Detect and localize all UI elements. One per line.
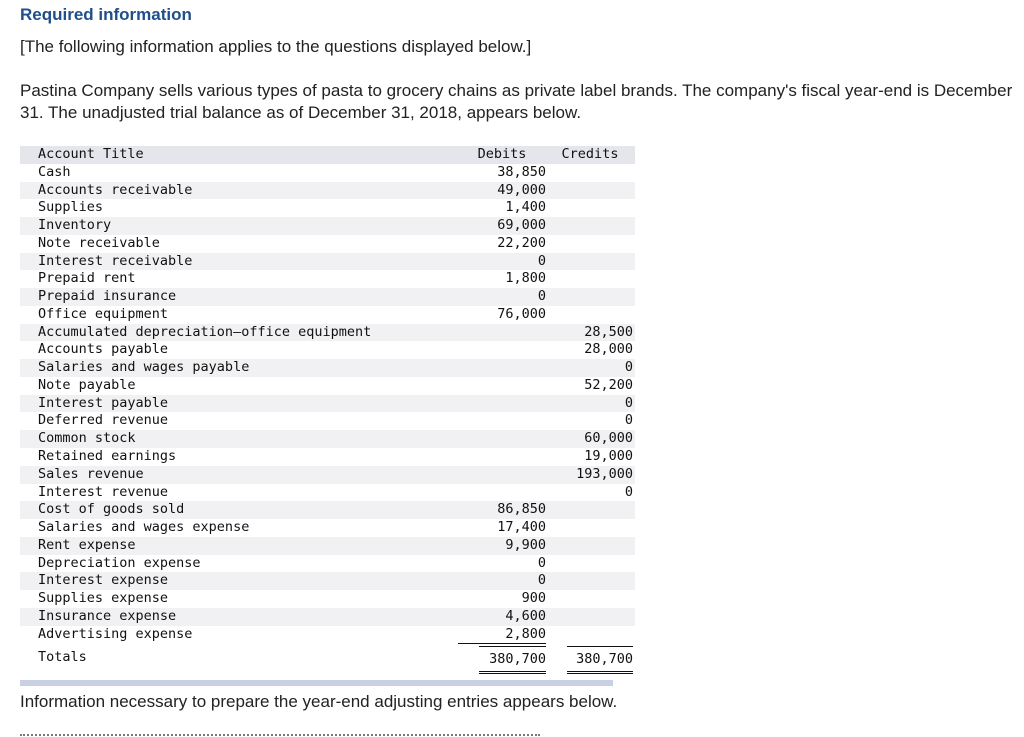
- debit-cell: 17,400: [497, 519, 546, 536]
- credit-cell: 0: [624, 359, 633, 376]
- table-row: [20, 466, 635, 484]
- header-account-title: Account Title: [38, 146, 144, 162]
- credit-cell: 0: [624, 394, 633, 411]
- account-title-cell: Interest revenue: [38, 483, 169, 500]
- table-row: [20, 359, 635, 377]
- table-row: [20, 270, 635, 288]
- account-title-cell: Rent expense: [38, 536, 136, 553]
- debit-cell: 2,800: [458, 626, 546, 645]
- applies-note: [The following information applies to the questions displayed below.]: [20, 37, 532, 56]
- account-title-cell: Accumulated depreciation—office equipment: [38, 323, 372, 340]
- totals-debit: 380,700: [479, 646, 546, 674]
- table-row: [20, 430, 635, 448]
- credit-cell: 0: [624, 483, 633, 500]
- debit-cell: 86,850: [497, 501, 546, 518]
- credit-cell: 19,000: [584, 448, 633, 465]
- debit-cell: 9,900: [505, 536, 546, 553]
- account-title-cell: Interest payable: [38, 394, 169, 411]
- table-row: [20, 217, 635, 235]
- header-credits: Credits: [561, 146, 619, 162]
- table-row: [20, 377, 635, 395]
- credit-cell: 60,000: [584, 430, 633, 447]
- account-title-cell: Salaries and wages expense: [38, 519, 250, 536]
- table-row: [20, 182, 635, 200]
- account-title-cell: Deferred revenue: [38, 412, 169, 429]
- account-title-cell: Advertising expense: [38, 625, 193, 642]
- table-row: [20, 519, 635, 537]
- table-row: [20, 555, 635, 573]
- credit-cell: 28,000: [584, 341, 633, 358]
- trial-balance-table: [20, 146, 635, 675]
- account-title-cell: Interest expense: [38, 572, 169, 589]
- account-title-cell: Sales revenue: [38, 465, 144, 482]
- debit-cell: 0: [537, 554, 546, 571]
- account-title-cell: Depreciation expense: [38, 554, 201, 571]
- totals-row: [20, 643, 635, 675]
- account-title-cell: Note payable: [38, 376, 136, 393]
- account-title-cell: Prepaid rent: [38, 270, 136, 287]
- account-title-cell: Note receivable: [38, 234, 160, 251]
- debit-cell: 49,000: [497, 181, 546, 198]
- debit-cell: 900: [521, 590, 546, 607]
- table-row: [20, 288, 635, 306]
- account-title-cell: Inventory: [38, 217, 112, 234]
- table-row: [20, 412, 635, 430]
- account-title-cell: Prepaid insurance: [38, 288, 177, 305]
- totals-credit: 380,700: [567, 646, 633, 674]
- credit-cell: 28,500: [584, 323, 633, 340]
- account-title-cell: Salaries and wages payable: [38, 359, 250, 376]
- account-title-cell: Insurance expense: [38, 607, 177, 624]
- debit-cell: 1,400: [505, 199, 546, 216]
- debit-cell: 0: [537, 252, 546, 269]
- intro-paragraph: Pastina Company sells various types of pasta to grocery chains as private label brands. The company's fiscal year-end is December 31. The unadjusted trial balance as of December 31, 2018, appears below.: [20, 81, 1013, 122]
- table-row: [20, 484, 635, 502]
- account-title-cell: Cost of goods sold: [38, 501, 185, 518]
- table-row: [20, 395, 635, 413]
- table-row: [20, 448, 635, 466]
- debit-cell: 76,000: [497, 305, 546, 322]
- debit-cell: 4,600: [505, 607, 546, 624]
- account-title-cell: Cash: [38, 163, 71, 180]
- account-title-cell: Office equipment: [38, 305, 169, 322]
- account-title-cell: Accounts receivable: [38, 181, 193, 198]
- table-bottom-bar: [20, 680, 613, 686]
- header-debits: Debits: [477, 146, 527, 162]
- credit-cell: 193,000: [576, 465, 633, 482]
- debit-cell: 22,200: [497, 234, 546, 251]
- table-header-row: [20, 146, 635, 164]
- account-title-cell: Common stock: [38, 430, 136, 447]
- table-row: [20, 501, 635, 519]
- table-row: [20, 608, 635, 626]
- account-title-cell: Accounts payable: [38, 341, 169, 358]
- account-title-cell: Retained earnings: [38, 448, 177, 465]
- table-row: [20, 199, 635, 217]
- table-row: [20, 537, 635, 555]
- credit-cell: 0: [624, 412, 633, 429]
- debit-cell: 38,850: [497, 163, 546, 180]
- table-row: [20, 164, 635, 182]
- account-title-cell: Interest receivable: [38, 252, 193, 269]
- table-row: [20, 253, 635, 271]
- account-title-cell: Supplies: [38, 199, 104, 216]
- table-row: [20, 590, 635, 608]
- account-title-cell: Supplies expense: [38, 590, 169, 607]
- table-row: [20, 341, 635, 359]
- totals-label: Totals: [38, 649, 87, 666]
- debit-cell: 69,000: [497, 217, 546, 234]
- debit-cell: 1,800: [505, 270, 546, 287]
- debit-cell: 0: [537, 572, 546, 589]
- table-row: [20, 306, 635, 324]
- adjusting-info-text: Information necessary to prepare the year-end adjusting entries appears below.: [20, 692, 618, 711]
- table-row: [20, 626, 635, 644]
- table-row: [20, 235, 635, 253]
- table-row: [20, 324, 635, 342]
- cutoff-text-line: [20, 731, 540, 737]
- credit-cell: 52,200: [584, 376, 633, 393]
- table-row: [20, 572, 635, 590]
- required-information-title: Required information: [20, 5, 192, 24]
- debit-cell: 0: [537, 288, 546, 305]
